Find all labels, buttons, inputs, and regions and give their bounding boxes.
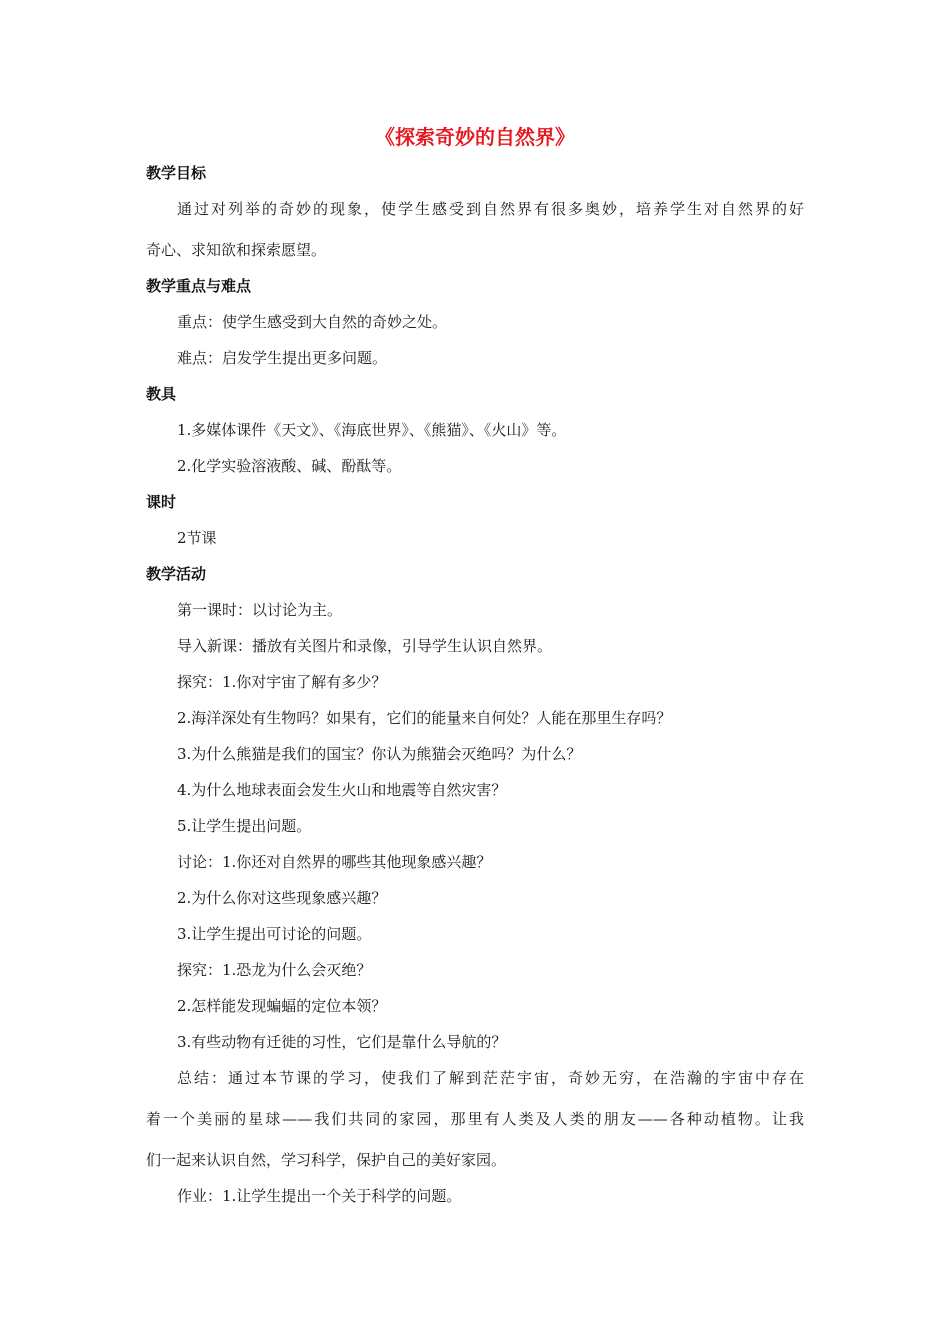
activity-line: 3.有些动物有迁徙的习性，它们是靠什么导航的？	[177, 1033, 507, 1051]
summary-line-1: 总结：通过本节课的学习，使我们了解到茫茫宇宙，奇妙无穷，在浩瀚的宇宙中存在	[177, 1069, 804, 1087]
tools-item-1: 1.多媒体课件《天文》、《海底世界》、《熊猫》、《火山》等。	[177, 421, 567, 439]
activity-line: 3.让学生提出可讨论的问题。	[177, 925, 372, 943]
activity-line: 导入新课：播放有关图片和录像，引导学生认识自然界。	[177, 637, 553, 655]
heading-periods: 课时	[146, 493, 177, 511]
activity-line: 2.为什么你对这些现象感兴趣？	[177, 889, 387, 907]
activity-line: 2.海洋深处有生物吗？如果有，它们的能量来自何处？人能在那里生存吗？	[177, 709, 672, 727]
goals-paragraph-line-1: 通过对列举的奇妙的现象，使学生感受到自然界有很多奥妙，培养学生对自然界的好	[177, 200, 804, 218]
goals-paragraph-line-2: 奇心、求知欲和探索愿望。	[146, 241, 327, 259]
summary-line-2: 着一个美丽的星球——我们共同的家园，那里有人类及人类的朋友——各种动植物。让我	[146, 1110, 804, 1128]
activity-line: 探究：1.恐龙为什么会灭绝？	[177, 961, 372, 979]
document-title: 《探索奇妙的自然界》	[375, 125, 575, 149]
tools-item-2: 2.化学实验溶液酸、碱、酚酞等。	[177, 457, 402, 475]
heading-teaching-tools: 教具	[146, 385, 177, 403]
activity-line: 4.为什么地球表面会发生火山和地震等自然灾害？	[177, 781, 507, 799]
activity-line: 第一课时：以讨论为主。	[177, 601, 343, 619]
periods-value: 2节课	[177, 529, 217, 547]
heading-teaching-activities: 教学活动	[146, 565, 207, 583]
summary-line-3: 们一起来认识自然，学习科学，保护自己的美好家园。	[146, 1151, 507, 1169]
key-point-difficulty: 难点：启发学生提出更多问题。	[177, 349, 388, 367]
heading-teaching-goals: 教学目标	[146, 164, 207, 182]
homework-line: 作业：1.让学生提出一个关于科学的问题。	[177, 1187, 462, 1205]
activity-line: 探究：1.你对宇宙了解有多少？	[177, 673, 387, 691]
activity-line: 2.怎样能发现蝙蝠的定位本领？	[177, 997, 387, 1015]
activity-line: 3.为什么熊猫是我们的国宝？你认为熊猫会灭绝吗？为什么？	[177, 745, 582, 763]
activity-line: 讨论：1.你还对自然界的哪些其他现象感兴趣？	[177, 853, 492, 871]
heading-key-points: 教学重点与难点	[146, 277, 252, 295]
activity-line: 5.让学生提出问题。	[177, 817, 312, 835]
key-point-focus: 重点：使学生感受到大自然的奇妙之处。	[177, 313, 448, 331]
